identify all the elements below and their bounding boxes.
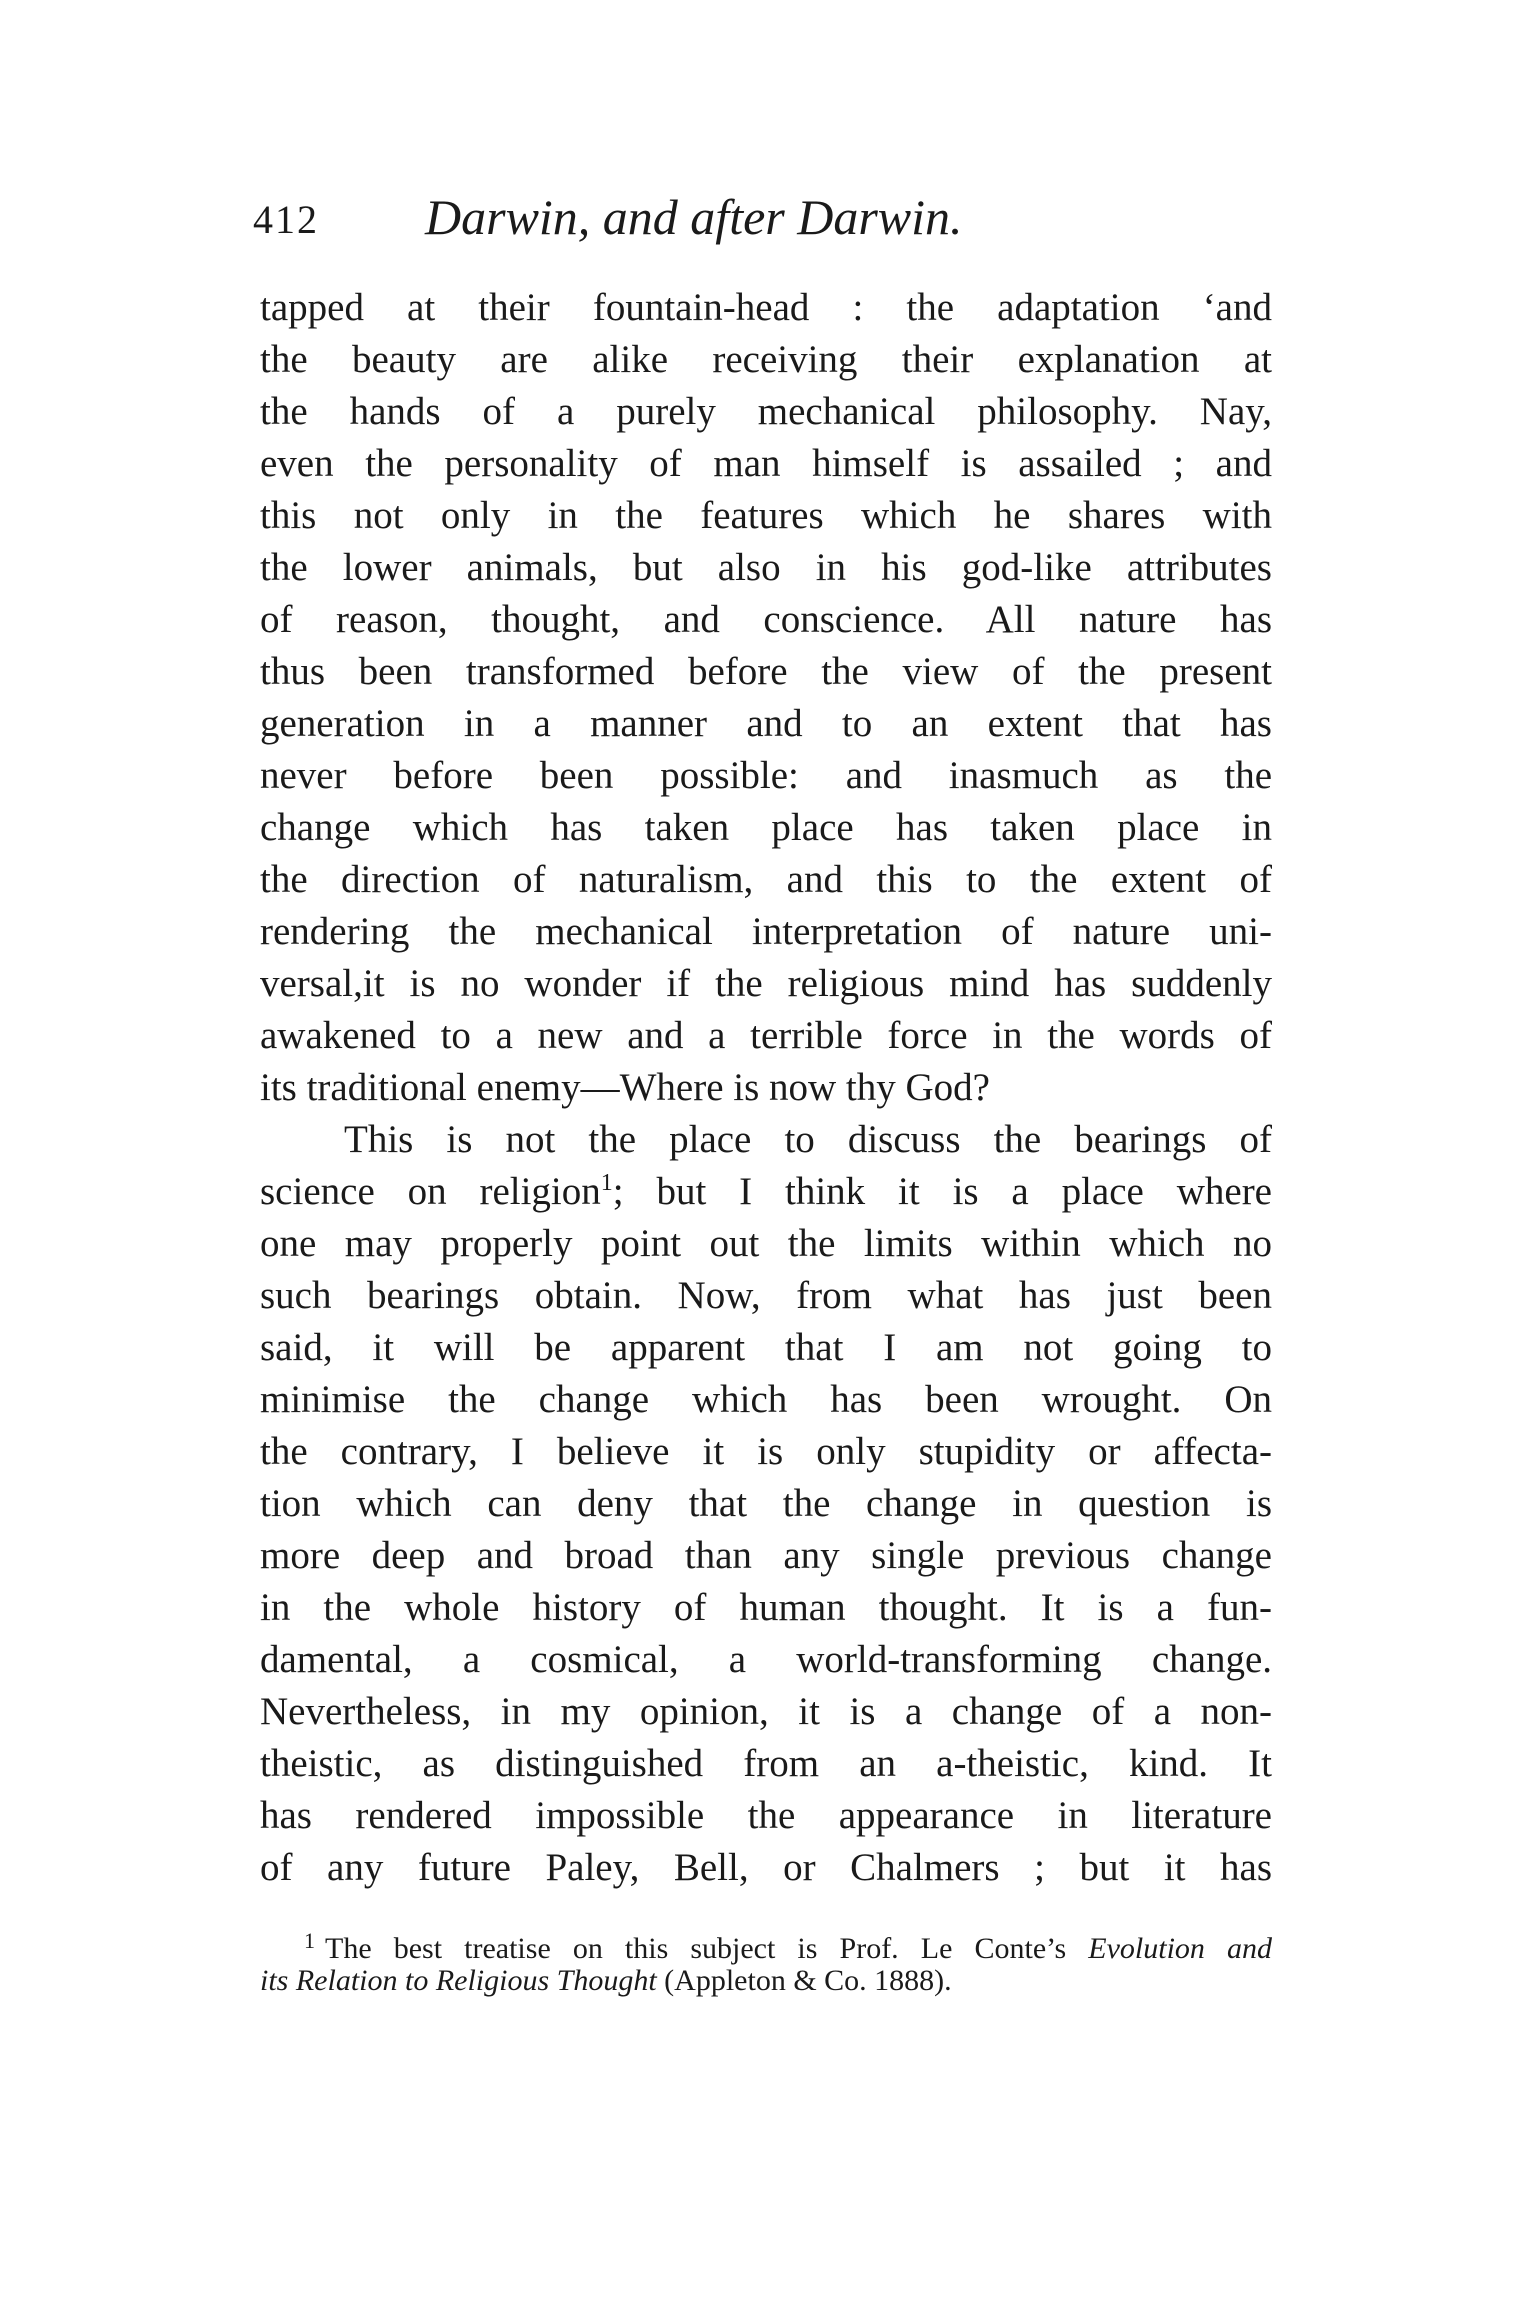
running-title: Darwin, and after Darwin. bbox=[425, 189, 963, 245]
text-line: never before been possible: and inasmuch as the bbox=[260, 754, 1272, 797]
page-header bbox=[253, 188, 1283, 258]
footnote-text: (Appleton & Co. 1888). bbox=[656, 1964, 952, 1997]
text-line: of reason, thought, and conscience. All nature has bbox=[260, 598, 1272, 641]
footnote-line bbox=[260, 1961, 1272, 2001]
text-line: generation in a manner and to an extent that has bbox=[260, 702, 1272, 745]
text-line: thus been transformed before the view of the present bbox=[260, 650, 1272, 693]
text-line: the contrary, I believe it is only stupidity or affecta- bbox=[260, 1430, 1272, 1473]
text-line: of any future Paley, Bell, or Chalmers ; but it has bbox=[260, 1846, 1272, 1889]
text-line: the lower animals, but also in his god-like attributes bbox=[260, 546, 1272, 589]
text-line: has rendered impossible the appearance in literature bbox=[260, 1794, 1272, 1837]
text-line: even the personality of man himself is assailed ; and bbox=[260, 442, 1272, 485]
footnote-book-title: Evolution and bbox=[1088, 1932, 1272, 1965]
body-text bbox=[260, 282, 1272, 1894]
text-line: more deep and broad than any single previous change bbox=[260, 1534, 1272, 1577]
text-line: change which has taken place has taken place in bbox=[260, 806, 1272, 849]
text-line-with-footnote-ref bbox=[260, 1166, 1272, 1218]
text-line: theistic, as distinguished from an a-theistic, kind. It bbox=[260, 1742, 1272, 1785]
text-line: Nevertheless, in my opinion, it is a change of a non- bbox=[260, 1690, 1272, 1733]
paragraph-first-line: This is not the place to discuss the bearings of bbox=[344, 1118, 1272, 1161]
text-line: this not only in the features which he shares with bbox=[260, 494, 1272, 537]
footnote-marker: 1 bbox=[304, 1928, 315, 1953]
text-line: such bearings obtain. Now, from what has just been bbox=[260, 1274, 1272, 1317]
text-fragment: science on religion bbox=[260, 1170, 601, 1213]
text-line: the hands of a purely mechanical philosophy. Nay, bbox=[260, 390, 1272, 433]
footnote-reference: 1 bbox=[600, 1170, 613, 1196]
text-line: tapped at their fountain-head : the adaptation ‘and bbox=[260, 286, 1272, 329]
footnote bbox=[260, 1921, 1272, 2001]
text-line: rendering the mechanical interpretation of nature uni- bbox=[260, 910, 1272, 953]
text-line: tion which can deny that the change in question is bbox=[260, 1482, 1272, 1525]
text-line: said, it will be apparent that I am not going to bbox=[260, 1326, 1272, 1369]
text-line: its traditional enemy—Where is now thy God? bbox=[260, 1066, 990, 1109]
text-line: one may properly point out the limits within which no bbox=[260, 1222, 1272, 1265]
text-line: in the whole history of human thought. It is a fun- bbox=[260, 1586, 1272, 1629]
text-line: awakened to a new and a terrible force in the words of bbox=[260, 1014, 1272, 1057]
footnote-book-title: its Relation to Religious Thought bbox=[260, 1964, 657, 1997]
text-line: damental, a cosmical, a world-transforming change. bbox=[260, 1638, 1272, 1681]
text-line: the beauty are alike receiving their explanation at bbox=[260, 338, 1272, 381]
text-line: the direction of naturalism, and this to the extent of bbox=[260, 858, 1272, 901]
page-number: 412 bbox=[253, 197, 319, 242]
text-line: minimise the change which has been wrought. On bbox=[260, 1378, 1272, 1421]
footnote-text: The best treatise on this subject is Prof. Le Conte’s bbox=[325, 1932, 1089, 1965]
footnote-line bbox=[260, 1921, 1272, 1965]
text-fragment: ; but I think it is a place where bbox=[612, 1170, 1272, 1213]
text-line: versal,it is no wonder if the religious mind has suddenly bbox=[260, 962, 1272, 1005]
